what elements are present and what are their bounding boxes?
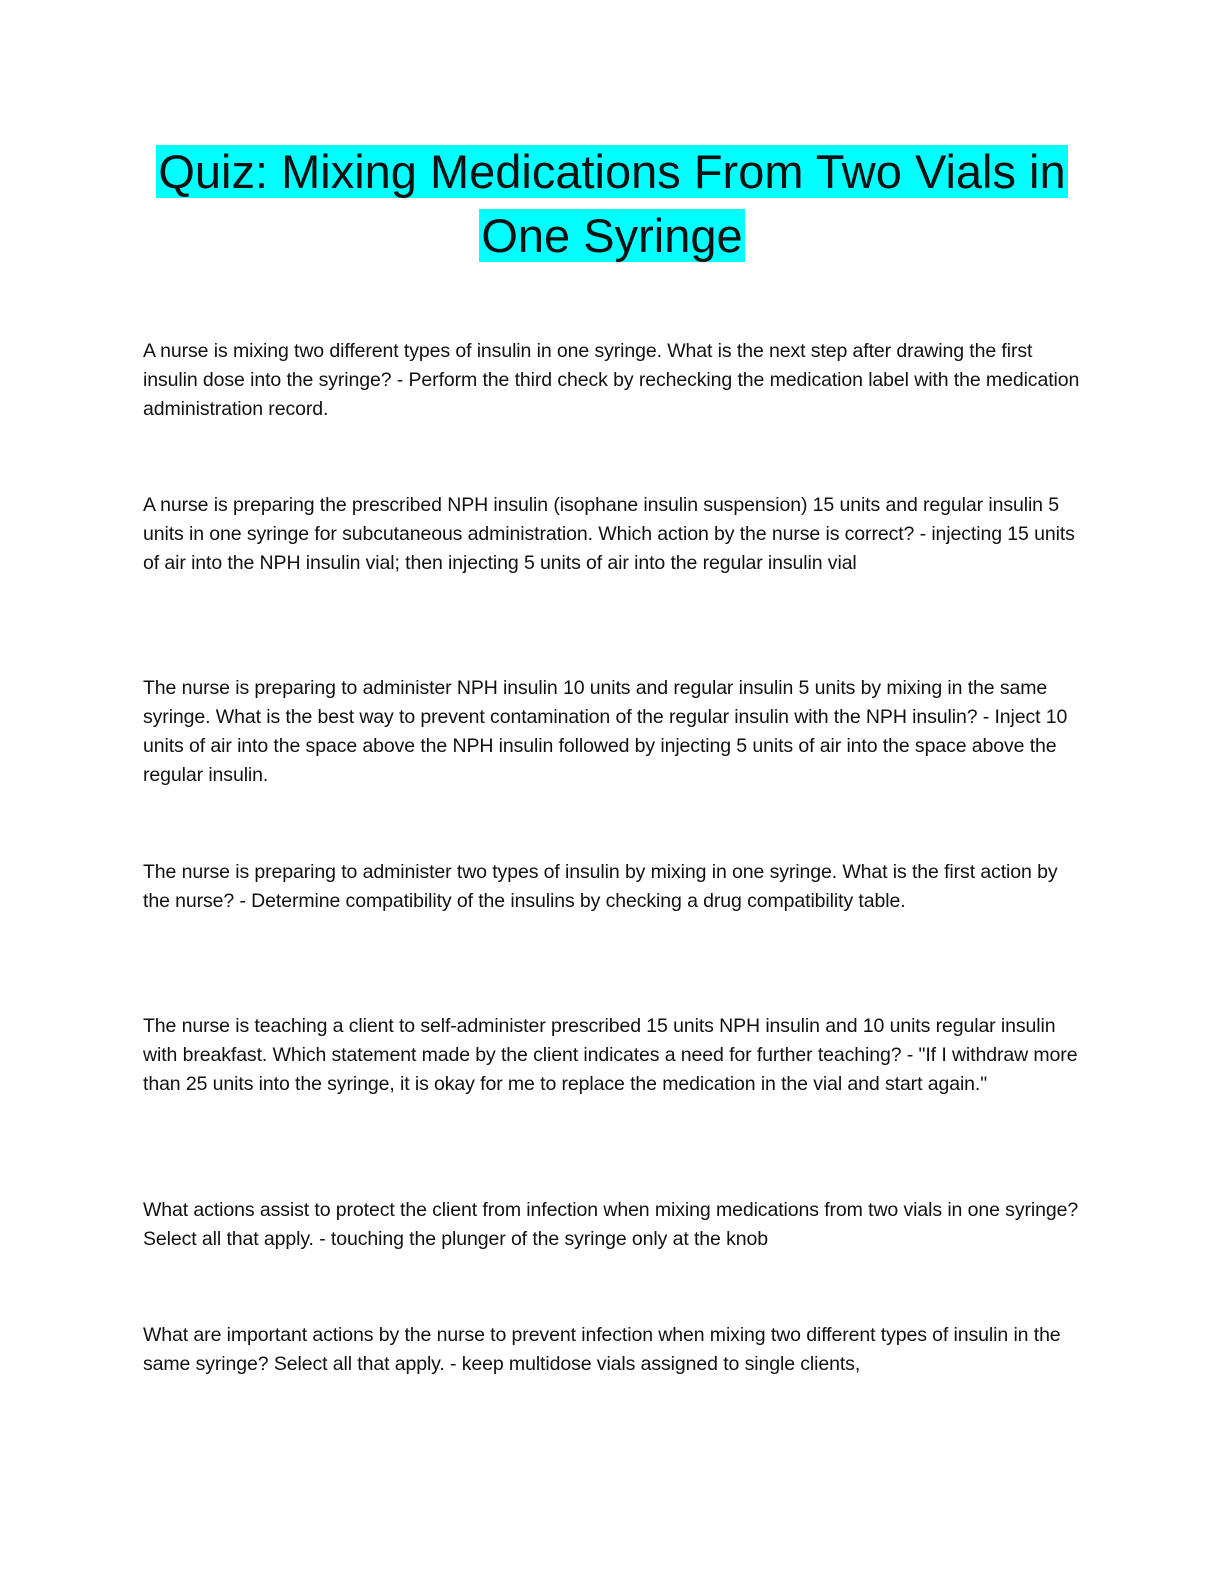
question-answer-text: A nurse is mixing two different types of insulin in one syringe. What is the next step after drawing the first insulin dose into the syringe? - Perform the third check by rechecking the medication label with the medication administration record. — [143, 340, 1080, 420]
question-answer-1 — [143, 337, 1083, 424]
title-line-1: Quiz: Mixing Medications From Two Vials in — [158, 145, 1066, 198]
question-answer-3 — [143, 674, 1083, 790]
question-answer-2 — [143, 491, 1083, 578]
question-answer-text: The nurse is preparing to administer two types of insulin by mixing in one syringe. What is the first action by the nurse? - Determine compatibility of the insulins by checking a drug compatibility table. — [143, 861, 1058, 912]
document-title — [100, 140, 1124, 268]
question-answer-text: What are important actions by the nurse to prevent infection when mixing two different types of insulin in the same syringe? Select all that apply. - keep multidose vials assigned to single clients, — [143, 1324, 1061, 1375]
question-answer-4 — [143, 858, 1083, 916]
question-answer-text: The nurse is teaching a client to self-administer prescribed 15 units NPH insulin and 10 units regular insulin with breakfast. Which statement made by the client indicates a need for further teaching? - "If I withdraw more than 25 units into the syringe, it is okay for me to replace the medication in the vial and start again." — [143, 1015, 1078, 1095]
question-answer-5 — [143, 1012, 1083, 1099]
question-answer-6 — [143, 1196, 1083, 1254]
question-answer-text: What actions assist to protect the client from infection when mixing medications from two vials in one syringe? Select all that apply. - touching the plunger of the syringe only at the knob — [143, 1199, 1079, 1250]
question-answer-text: A nurse is preparing the prescribed NPH insulin (isophane insulin suspension) 15 units and regular insulin 5 units in one syringe for subcutaneous administration. Which action by the nurse is correct? - injecting 15 units of air into the NPH insulin vial; then injecting 5 units of air into the regular insulin vial — [143, 494, 1075, 574]
question-answer-text: The nurse is preparing to administer NPH insulin 10 units and regular insulin 5 units by mixing in the same syringe. What is the best way to prevent contamination of the regular insulin with the NPH insulin? - Inject 10 units of air into the space above the NPH insulin followed by injecting 5 units of air into the space above the regular insulin. — [143, 677, 1068, 786]
title-line-2: One Syringe — [481, 209, 743, 262]
question-answer-7 — [143, 1321, 1083, 1379]
